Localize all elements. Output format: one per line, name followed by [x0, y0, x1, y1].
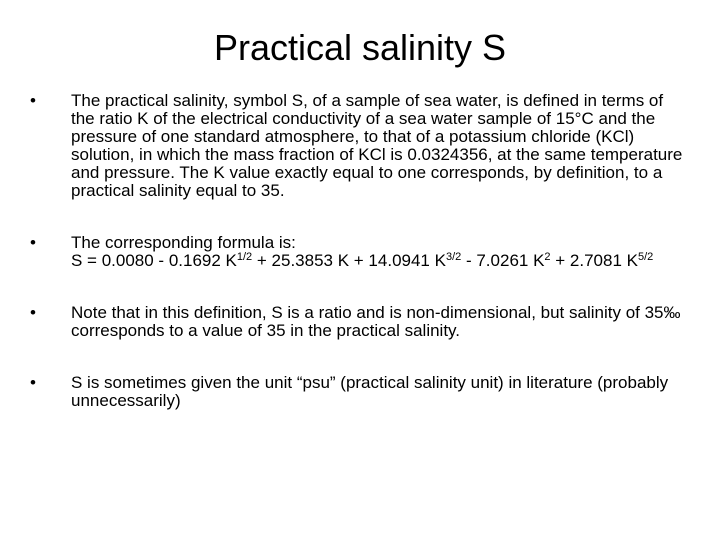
- formula-expression: [71, 251, 653, 270]
- bullet-formula: [30, 234, 690, 270]
- formula-term-2: + 25.3853 K + 14.0941 K: [252, 251, 446, 270]
- slide-title: Practical salinity S: [213, 27, 507, 68]
- unit-text: S is sometimes given the unit “psu” (practical salinity unit) in literature (probably unnecessarily): [71, 373, 669, 410]
- bullet-definition: [30, 92, 690, 200]
- bullet-dot: •: [30, 373, 36, 392]
- formula-exponent-2: 3/2: [445, 251, 462, 263]
- formula-exponent-1: 1/2: [236, 251, 253, 263]
- bullet-list: [30, 92, 690, 444]
- formula-term-1: S = 0.0080 - 0.1692 K: [71, 251, 237, 270]
- bullet-dot: •: [30, 303, 36, 322]
- formula-intro: The corresponding formula is:: [71, 233, 296, 252]
- formula-term-4: + 2.7081 K: [550, 251, 638, 270]
- bullet-dot: •: [30, 233, 36, 252]
- bullet-note: [30, 304, 690, 340]
- formula-exponent-4: 5/2: [637, 251, 654, 263]
- bullet-unit: [30, 374, 690, 410]
- bullet-dot: •: [30, 91, 36, 110]
- definition-text: The practical salinity, symbol S, of a sample of sea water, is defined in terms of the ratio K of the electrical conductivity of a sea water sample of 15°C and the pressure of one standard atmosphere, to that of a potassium chloride (KCl) solution, in which the mass fraction of KCl is 0.0324356, at the same temperature and pressure. The K value exactly equal to one corresponds, by definition, to a practical salinity equal to 35.: [71, 91, 683, 200]
- note-text: Note that in this definition, S is a ratio and is non-dimensional, but salinity of 35‰ corresponds to a value of 35 in the practical salinity.: [71, 303, 681, 340]
- formula-term-3: - 7.0261 K: [461, 251, 545, 270]
- formula-exponent-3: 2: [544, 251, 551, 263]
